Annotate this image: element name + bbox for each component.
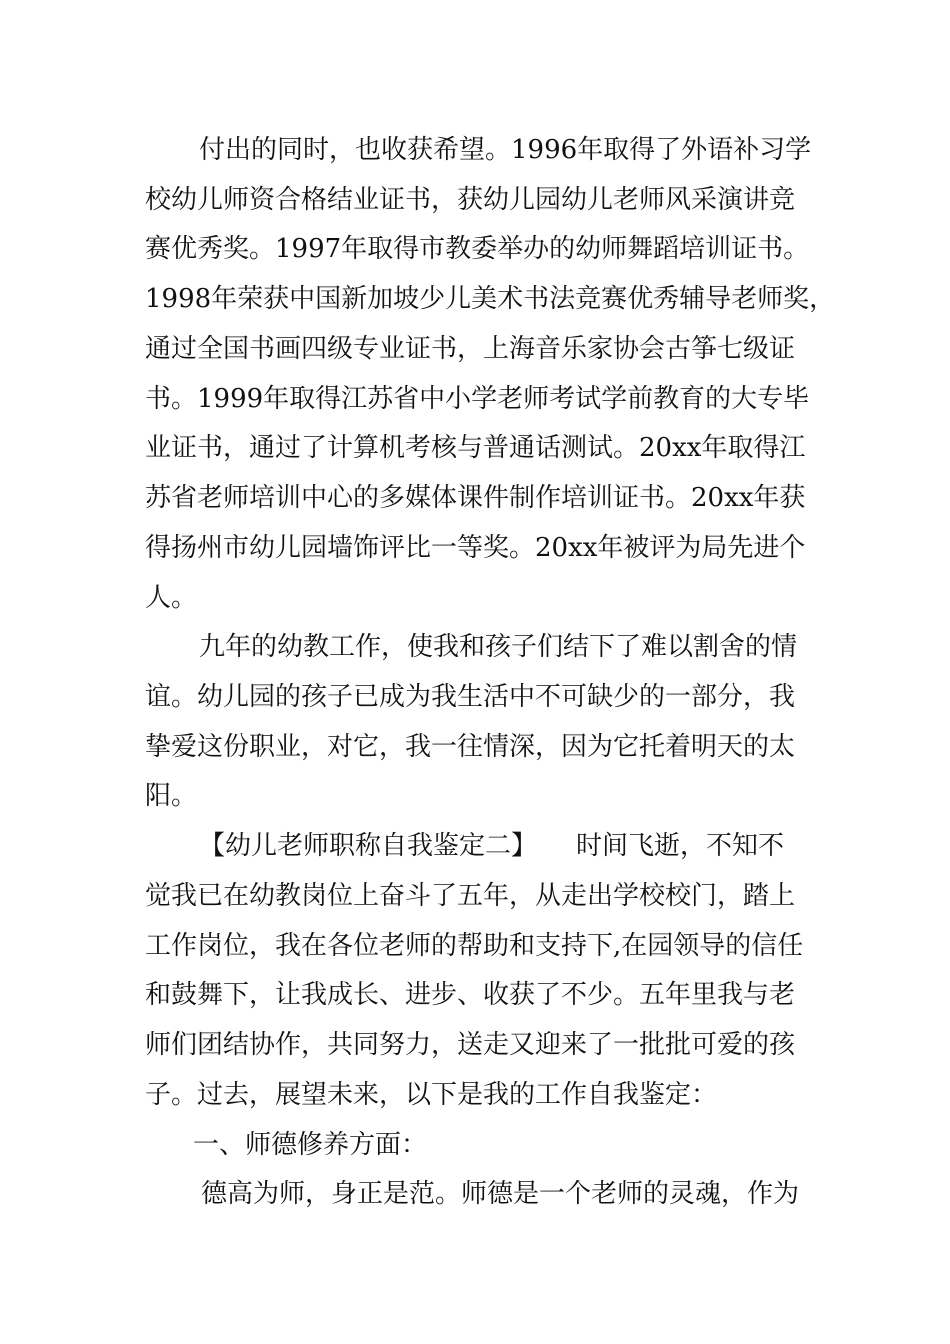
paragraph-line: 1998年荣获中国新加坡少儿美术书法竞赛优秀辅导老师奖， xyxy=(145,284,836,314)
paragraph-line: 书。1999年取得江苏省中小学老师考试学前教育的大专毕 xyxy=(145,384,810,414)
paragraph-line: 校幼儿师资合格结业证书，获幼儿园幼儿老师风采演讲竞 xyxy=(145,185,796,215)
paragraph-line: 觉我已在幼教岗位上奋斗了五年，从走出学校校门，踏上 xyxy=(145,881,796,911)
paragraph-line: 师们团结协作，共同努力，送走又迎来了一批批可爱的孩 xyxy=(145,1030,796,1060)
paragraph-line: 人。 xyxy=(145,583,198,613)
paragraph-line: 挚爱这份职业，对它，我一往情深，因为它托着明天的太 xyxy=(145,732,796,762)
paragraph-line: 谊。幼儿园的孩子已成为我生活中不可缺少的一部分，我 xyxy=(145,682,796,712)
section-heading-line: 【幼儿老师职称自我鉴定二】 时间飞逝，不知不 xyxy=(199,831,785,861)
paragraph-line: 付出的同时，也收获希望。1996年取得了外语补习学 xyxy=(199,135,812,165)
paragraph-line: 阳。 xyxy=(145,781,198,811)
subsection-heading: 一、师德修养方面： xyxy=(193,1130,428,1160)
paragraph-line: 和鼓舞下，让我成长、进步、收获了不少。五年里我与老 xyxy=(145,980,796,1010)
paragraph-line: 苏省老师培训中心的多媒体课件制作培训证书。20xx年获 xyxy=(145,483,806,513)
paragraph-line: 子。过去，展望未来，以下是我的工作自我鉴定： xyxy=(145,1080,718,1110)
paragraph-line: 通过全国书画四级专业证书，上海音乐家协会古筝七级证 xyxy=(145,334,796,364)
paragraph-line: 业证书，通过了计算机考核与普通话测试。20xx年取得江 xyxy=(145,433,806,463)
paragraph-line: 工作岗位，我在各位老师的帮助和支持下,在园领导的信任 xyxy=(145,931,804,961)
paragraph-line: 九年的幼教工作，使我和孩子们结下了难以割舍的情 xyxy=(199,632,798,662)
paragraph-line: 德高为师，身正是范。师德是一个老师的灵魂，作为 xyxy=(201,1179,800,1209)
paragraph-line: 赛优秀奖。1997年取得市教委举办的幼师舞蹈培训证书。 xyxy=(145,234,810,264)
paragraph-line: 得扬州市幼儿园墙饰评比一等奖。20xx年被评为局先进个 xyxy=(145,533,806,563)
